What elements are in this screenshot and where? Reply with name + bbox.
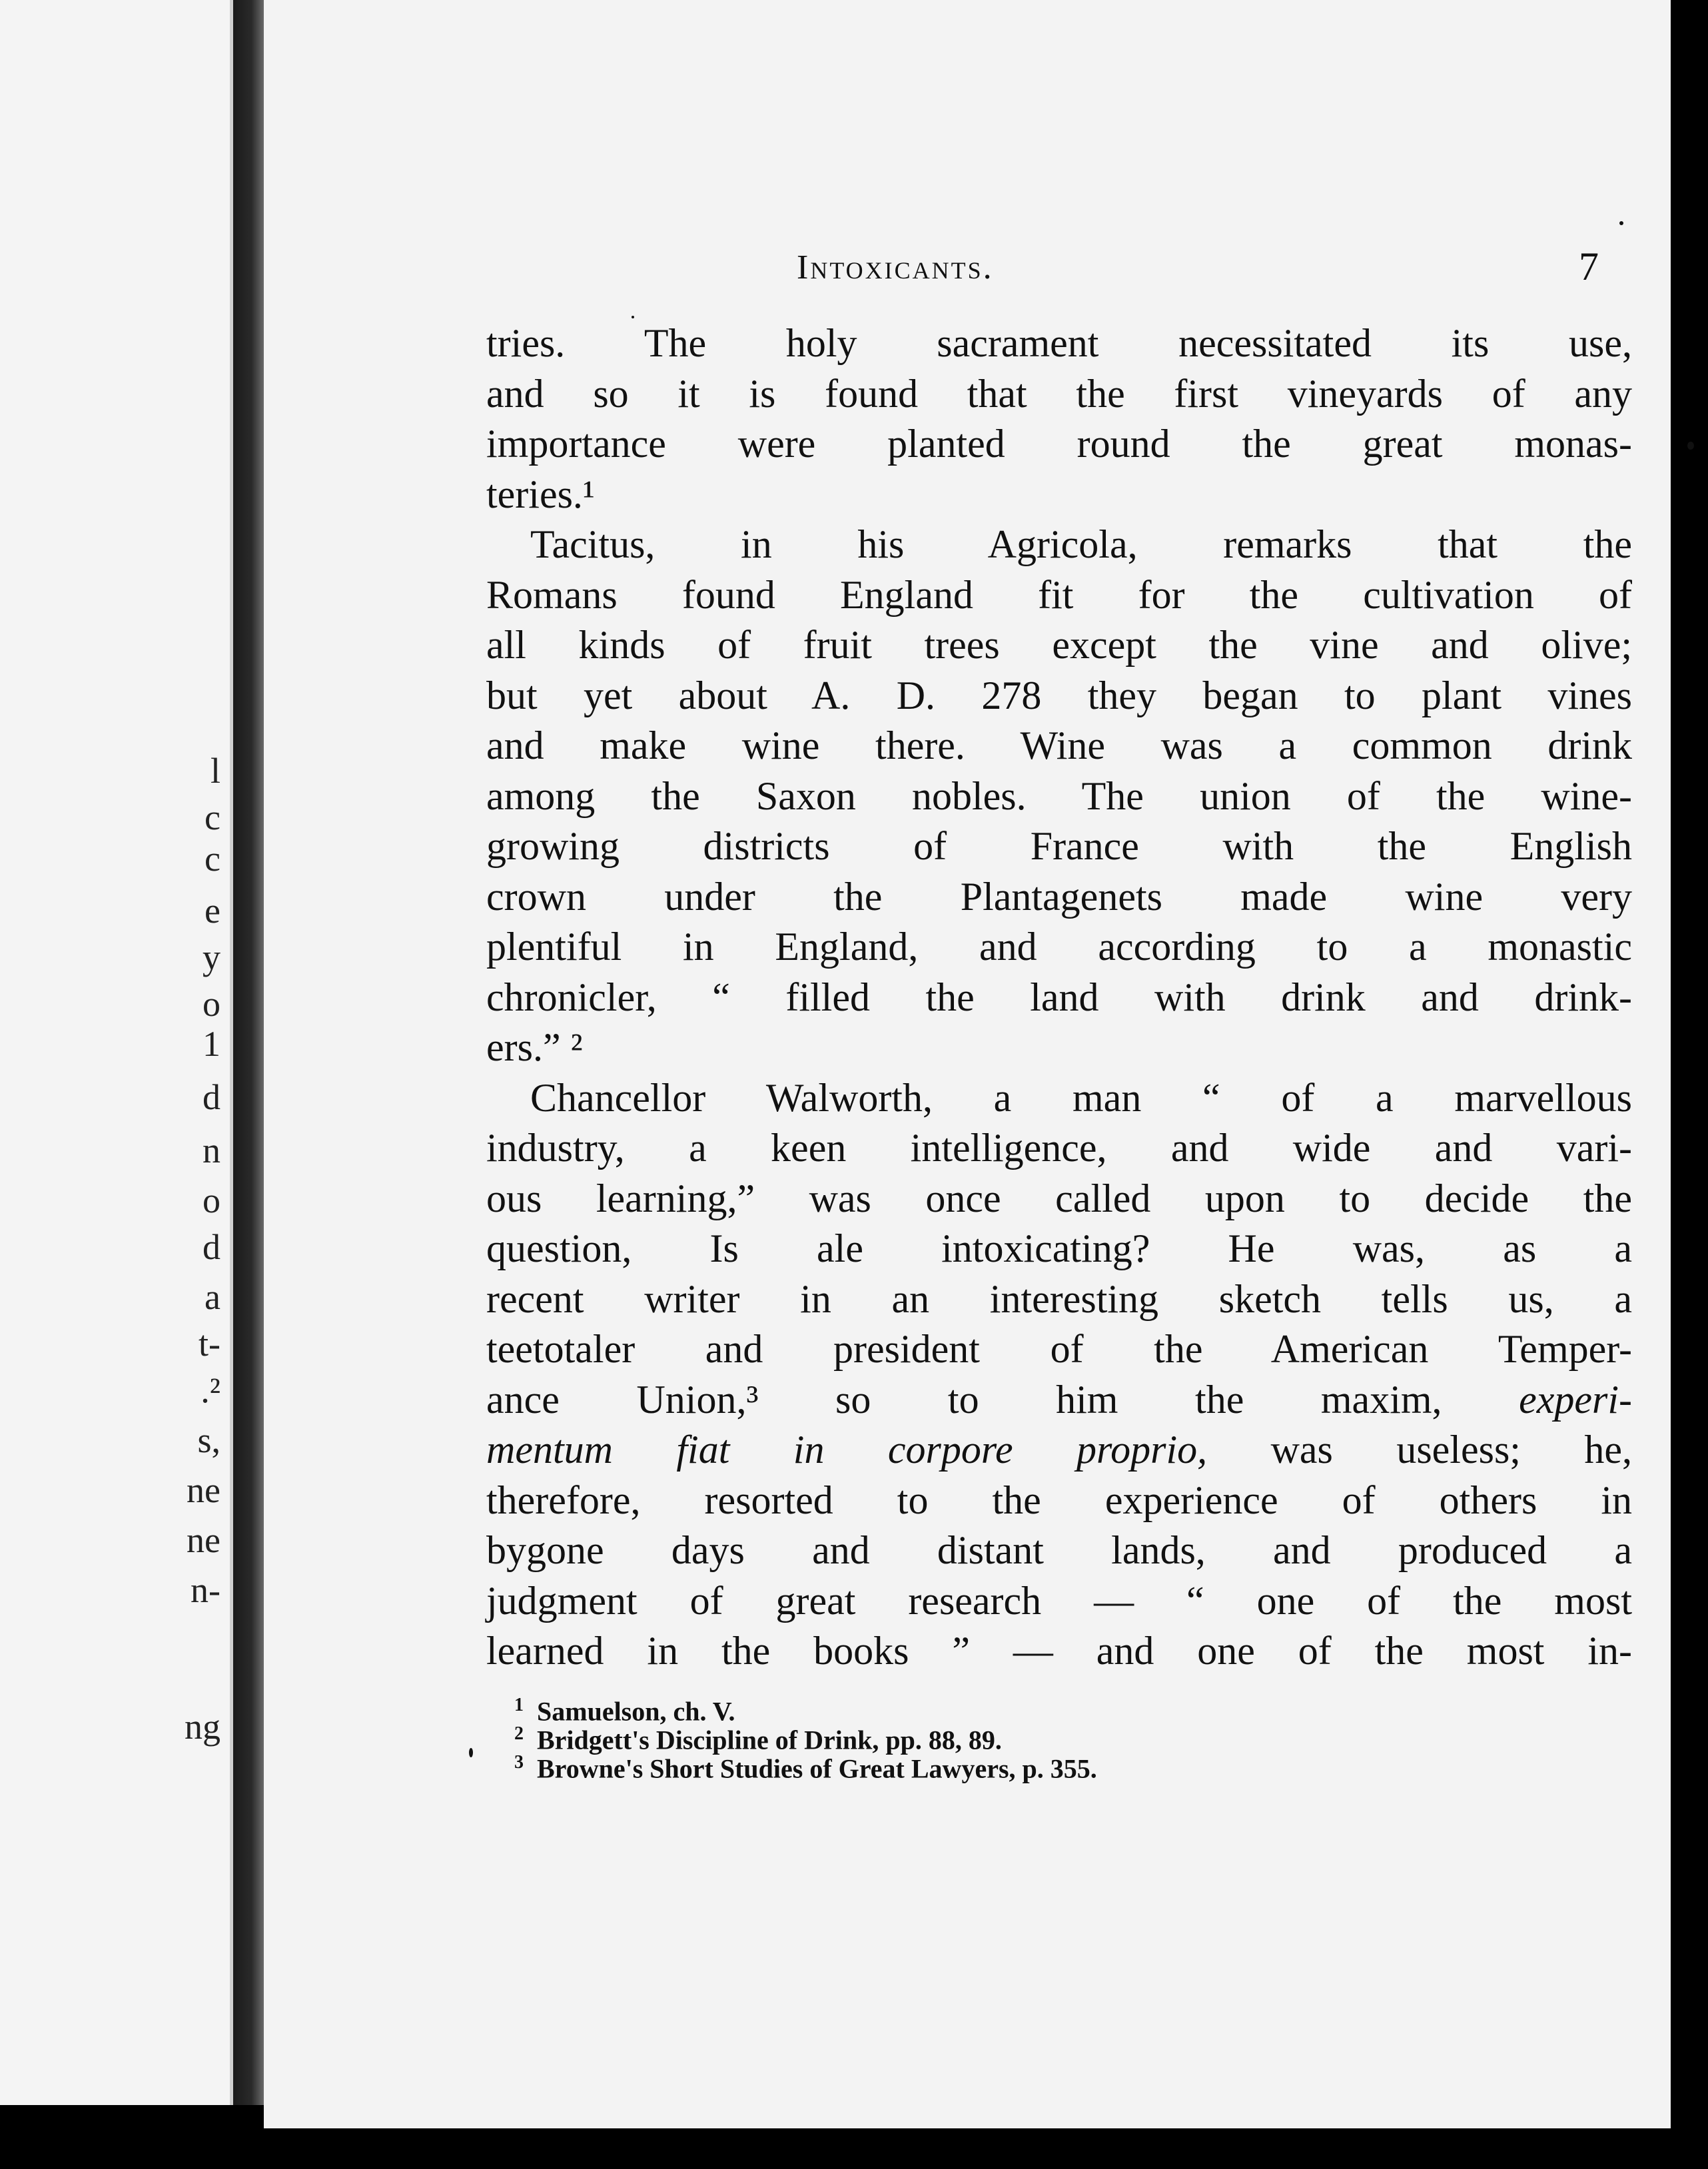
facing-page-fragment: a [205,1277,220,1317]
text-line [486,1375,1632,1426]
text-line [486,1425,1632,1476]
dust-speck [1687,442,1694,450]
binding-gutter [233,0,264,2105]
text-line: chronicler, “ filled the land with drink and drink- [486,975,1632,1019]
page-header [797,244,1617,294]
text-line: and make wine there. Wine was a common drink [486,723,1632,767]
text-line: therefore, resorted to the experience of others in [486,1478,1632,1522]
footnote-text: Browne's Short Studies of Great Lawyers, p. 355. [537,1753,1097,1784]
text-line: bygone days and distant lands, and produced a [486,1528,1632,1572]
facing-page-fragment: o [203,1180,220,1220]
facing-page-fragment: d [203,1227,220,1267]
text-line-roman: ance Union,³ so to him the maxim, [486,1377,1442,1422]
footnote-text: Bridgett's Discipline of Drink, pp. 88, 89. [537,1725,1002,1755]
footnote-mark: 1 [514,1695,524,1715]
facing-page-fragment: ne [187,1520,220,1560]
facing-page-fragment: l [210,751,220,791]
text-line: all kinds of fruit trees except the vine and olive; [486,623,1632,667]
dust-speck [1619,221,1623,225]
footnotes [514,1691,1580,1784]
text-line: learned in the books ” — and one of the most in- [486,1629,1632,1673]
text-line-roman: was useless; he, [1270,1428,1633,1472]
footnote [514,1748,1580,1784]
text-line: judgment of great research — “ one of the most [486,1578,1632,1623]
dust-speck [632,316,634,318]
text-line: and so it is found that the first vineyards of any [486,371,1632,416]
footnote [514,1719,1580,1755]
facing-page-fragment: .² [201,1370,220,1410]
text-line: crown under the Plantagenets made wine very [486,874,1632,919]
book-page [264,0,1671,2128]
text-line: ers.” ² [486,1025,583,1069]
facing-page-fragment: c [205,839,220,879]
facing-page-fragment: y [203,937,220,977]
text-line: among the Saxon nobles. The union of the wine- [486,773,1632,818]
footnote [514,1691,1580,1727]
facing-page-fragment: d [203,1077,220,1117]
footnote-mark: 3 [514,1752,524,1773]
running-head: Intoxicants. [797,248,994,286]
footnote-text: Samuelson, ch. V. [537,1696,735,1727]
facing-page-fragment: 1 [203,1024,220,1064]
text-line: recent writer in an interesting sketch tells us, a [486,1276,1632,1321]
text-line: Chancellor Walworth, a man “ of a marvellous [530,1075,1632,1120]
text-line: importance were planted round the great monas- [486,422,1632,466]
text-line: growing districts of France with the English [486,824,1632,868]
text-line: question, Is ale intoxicating? He was, as a [486,1226,1632,1270]
dust-speck [469,1748,473,1757]
body-text [486,318,1632,1677]
text-line: teetotaler and president of the American Temper- [486,1327,1632,1371]
footnote-mark: 2 [514,1723,524,1744]
facing-page-fragment: ng [185,1707,220,1747]
text-line: ous learning,” was once called upon to decide the [486,1176,1632,1220]
facing-page-fragment: t- [199,1324,220,1364]
facing-page-fragment: n [203,1130,220,1170]
text-line: Romans found England fit for the cultivation of [486,572,1632,617]
text-line: teries.¹ [486,472,595,516]
facing-page-fragment: ne [187,1470,220,1510]
text-line: tries. The holy sacrament necessitated its use, [486,321,1632,365]
text-line: plentiful in England, and according to a monastic [486,925,1632,969]
facing-page-fragment: n- [191,1570,220,1610]
italic-phrase: mentum fiat in corpore proprio, [486,1428,1208,1472]
facing-page-fragment: s, [197,1420,220,1460]
italic-phrase: experi- [1519,1377,1632,1422]
text-line: Tacitus, in his Agricola, remarks that the [530,522,1632,566]
facing-page-edge [0,0,234,2105]
facing-page-fragment: o [203,984,220,1024]
facing-page-fragment: e [205,891,220,931]
page-number: 7 [1579,244,1599,288]
text-line: industry, a keen intelligence, and wide and vari- [486,1126,1632,1170]
text-line: but yet about A. D. 278 they began to plant vines [486,673,1632,717]
facing-page-fragment: c [205,797,220,837]
